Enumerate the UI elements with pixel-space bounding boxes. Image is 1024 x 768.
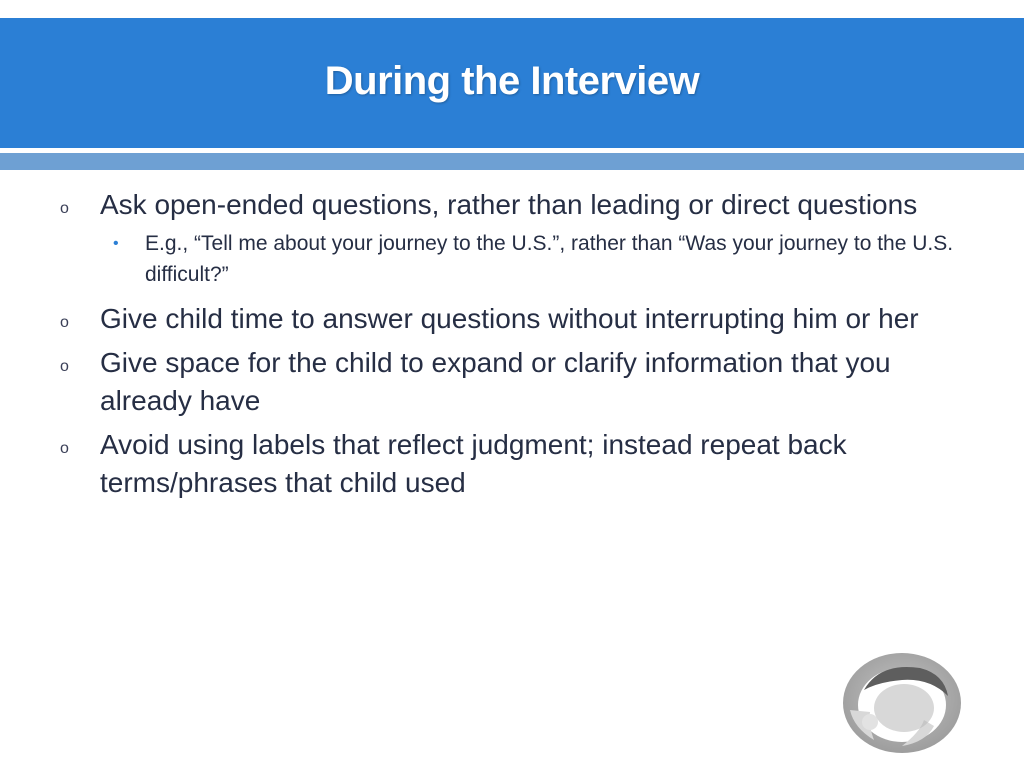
title-bar: [0, 18, 1024, 148]
slide-title: During the Interview: [324, 58, 700, 103]
bullet-text: Give space for the child to expand or clarify information that you already have: [100, 347, 891, 416]
bullet-list: [56, 186, 976, 508]
bullet-text: Give child time to answer questions without interrupting him or her: [100, 303, 919, 334]
bullet-marker: o: [60, 200, 69, 217]
sub-bullet-item: [56, 228, 965, 290]
sub-bullet-marker: •: [113, 235, 119, 252]
bullet-text: Ask open-ended questions, rather than leading or direct questions: [100, 189, 918, 220]
bullet-item: [56, 426, 976, 502]
bullet-marker: o: [60, 440, 69, 457]
bullet-item: [56, 186, 976, 224]
bullet-marker: o: [60, 314, 69, 331]
bullet-item: [56, 300, 976, 338]
circular-figures-logo-icon: [840, 650, 964, 756]
bullet-item: [56, 344, 976, 420]
sub-bullet-text: E.g., “Tell me about your journey to the U.S.”, rather than “Was your journey to the U.S. difficult?”: [145, 232, 954, 286]
bullet-marker: o: [60, 358, 69, 375]
accent-bar: [0, 153, 1024, 170]
bullet-text: Avoid using labels that reflect judgment; instead repeat back terms/phrases that child used: [100, 429, 847, 498]
